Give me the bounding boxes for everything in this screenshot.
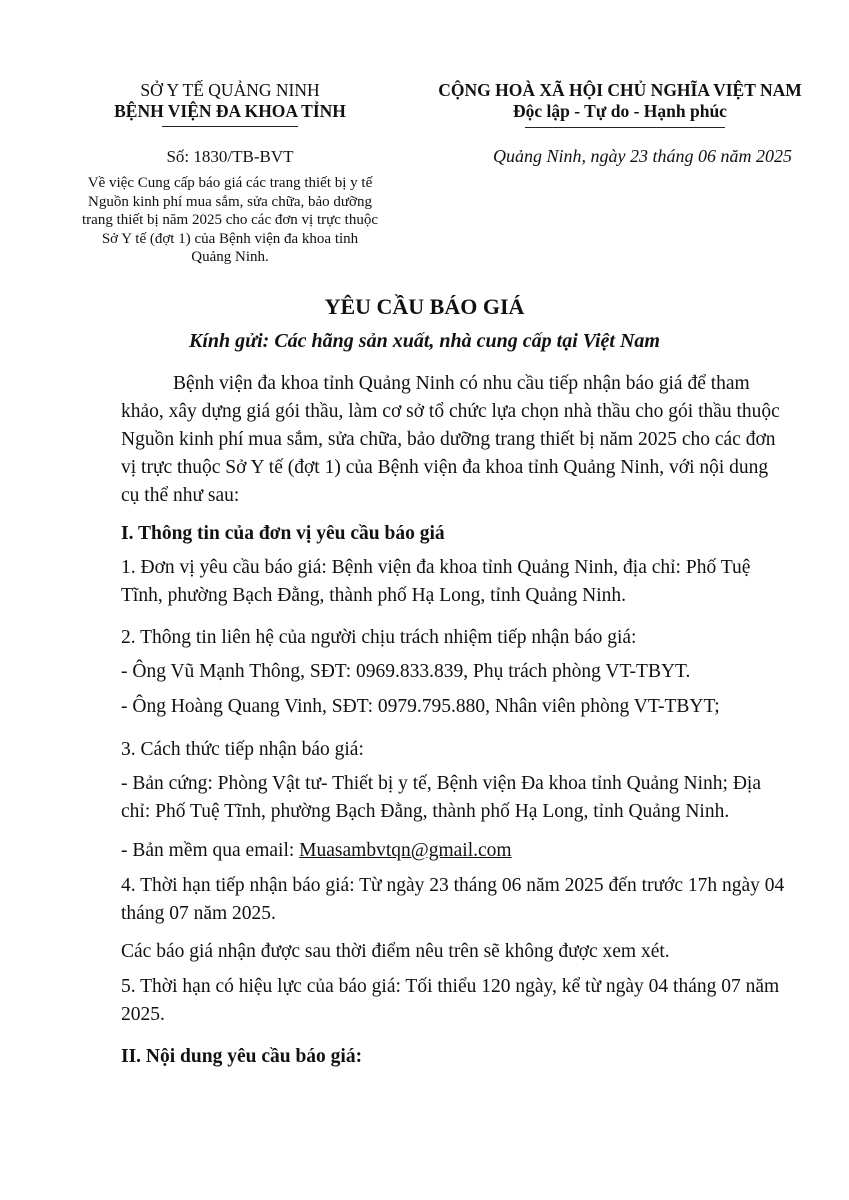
contact-person-1: - Ông Vũ Mạnh Thông, SĐT: 0969.833.839, Phụ trách phòng VT-TBYT. [121,661,691,682]
receipt-deadline: 4. Thời hạn tiếp nhận báo giá: Từ ngày 23 tháng 06 năm 2025 đến trước 17h ngày 04 tháng 07 năm 2025. [121,875,785,924]
receipt-method-heading: 3. Cách thức tiếp nhận báo giá: [121,739,364,760]
late-submission-note: Các báo giá nhận được sau thời điểm nêu trên sẽ không được xem xét. [121,941,670,962]
validity-period: 5. Thời hạn có hiệu lực của báo giá: Tối thiểu 120 ngày, kể từ ngày 04 tháng 07 năm 2025. [121,976,780,1025]
section-2-heading: II. Nội dung yêu cầu báo giá: [121,1046,363,1067]
issuing-agency: SỞ Y TẾ QUẢNG NINH [140,80,320,100]
requesting-unit: 1. Đơn vị yêu cầu báo giá: Bệnh viện đa khoa tỉnh Quảng Ninh, địa chỉ: Phố Tuệ Tĩnh, phường Bạch Đằng, thành phố Hạ Long, tỉnh Quảng Ninh. [121,557,751,606]
subject-line: Về việc Cung cấp báo giá các trang thiết bị y tế [87,175,373,191]
intro-paragraph: Bệnh viện đa khoa tỉnh Quảng Ninh có nhu cầu tiếp nhận báo giá để tham khảo, xây dựng giá gói thầu, làm cơ sở tổ chức lựa chọn nhà thầu cho gói thầu thuộc Nguồn kinh phí mua sắm, sửa chữa, bảo dưỡng trang thiết bị năm 2025 cho các đơn vị trực thuộc Sở Y tế (đợt 1) của Bệnh viện đa khoa tỉnh Quảng Ninh, với nội dung cụ thể như sau: [121,373,780,506]
contact-heading: 2. Thông tin liên hệ của người chịu trách nhiệm tiếp nhận báo giá: [121,627,637,648]
place-date: Quảng Ninh, ngày 23 tháng 06 năm 2025 [493,146,792,166]
national-title: CỘNG HOÀ XÃ HỘI CHỦ NGHĨA VIỆT NAM [438,80,802,100]
email-link[interactable]: Muasambvtqn@gmail.com [299,840,512,861]
issuing-hospital: BỆNH VIỆN ĐA KHOA TỈNH [114,101,346,121]
motto-underline [525,127,725,128]
subject-line: Sở Y tế (đợt 1) của Bệnh viện đa khoa tỉnh [101,230,359,247]
hardcopy-address: - Bản cứng: Phòng Vật tư- Thiết bị y tế, Bệnh viện Đa khoa tỉnh Quảng Ninh; Địa chỉ: Phố Tuệ Tĩnh, phường Bạch Đằng, thành phố Hạ Long, tỉnh Quảng Ninh. [121,773,761,822]
subject-line: Nguồn kinh phí mua sắm, sửa chữa, bảo dưỡng [88,193,372,210]
section-1-heading: I. Thông tin của đơn vị yêu cầu báo giá [121,523,445,544]
softcopy-line [121,837,791,865]
document-number: Số: 1830/TB-BVT [166,147,294,166]
page-title: YÊU CẦU BÁO GIÁ [324,294,525,319]
subject-line: trang thiết bị năm 2025 cho các đơn vị trực thuộc [82,212,378,228]
subject-line: Quảng Ninh. [191,249,269,265]
document-subject [60,174,400,267]
national-motto: Độc lập - Tự do - Hạnh phúc [513,101,727,121]
softcopy-label: - Bản mềm qua email: [121,840,300,861]
recipient-line: Kính gửi: Các hãng sản xuất, nhà cung cấp tại Việt Nam [189,330,660,352]
contact-person-2: - Ông Hoàng Quang Vinh, SĐT: 0979.795.880, Nhân viên phòng VT-TBYT; [121,696,720,717]
hospital-underline [162,126,298,127]
